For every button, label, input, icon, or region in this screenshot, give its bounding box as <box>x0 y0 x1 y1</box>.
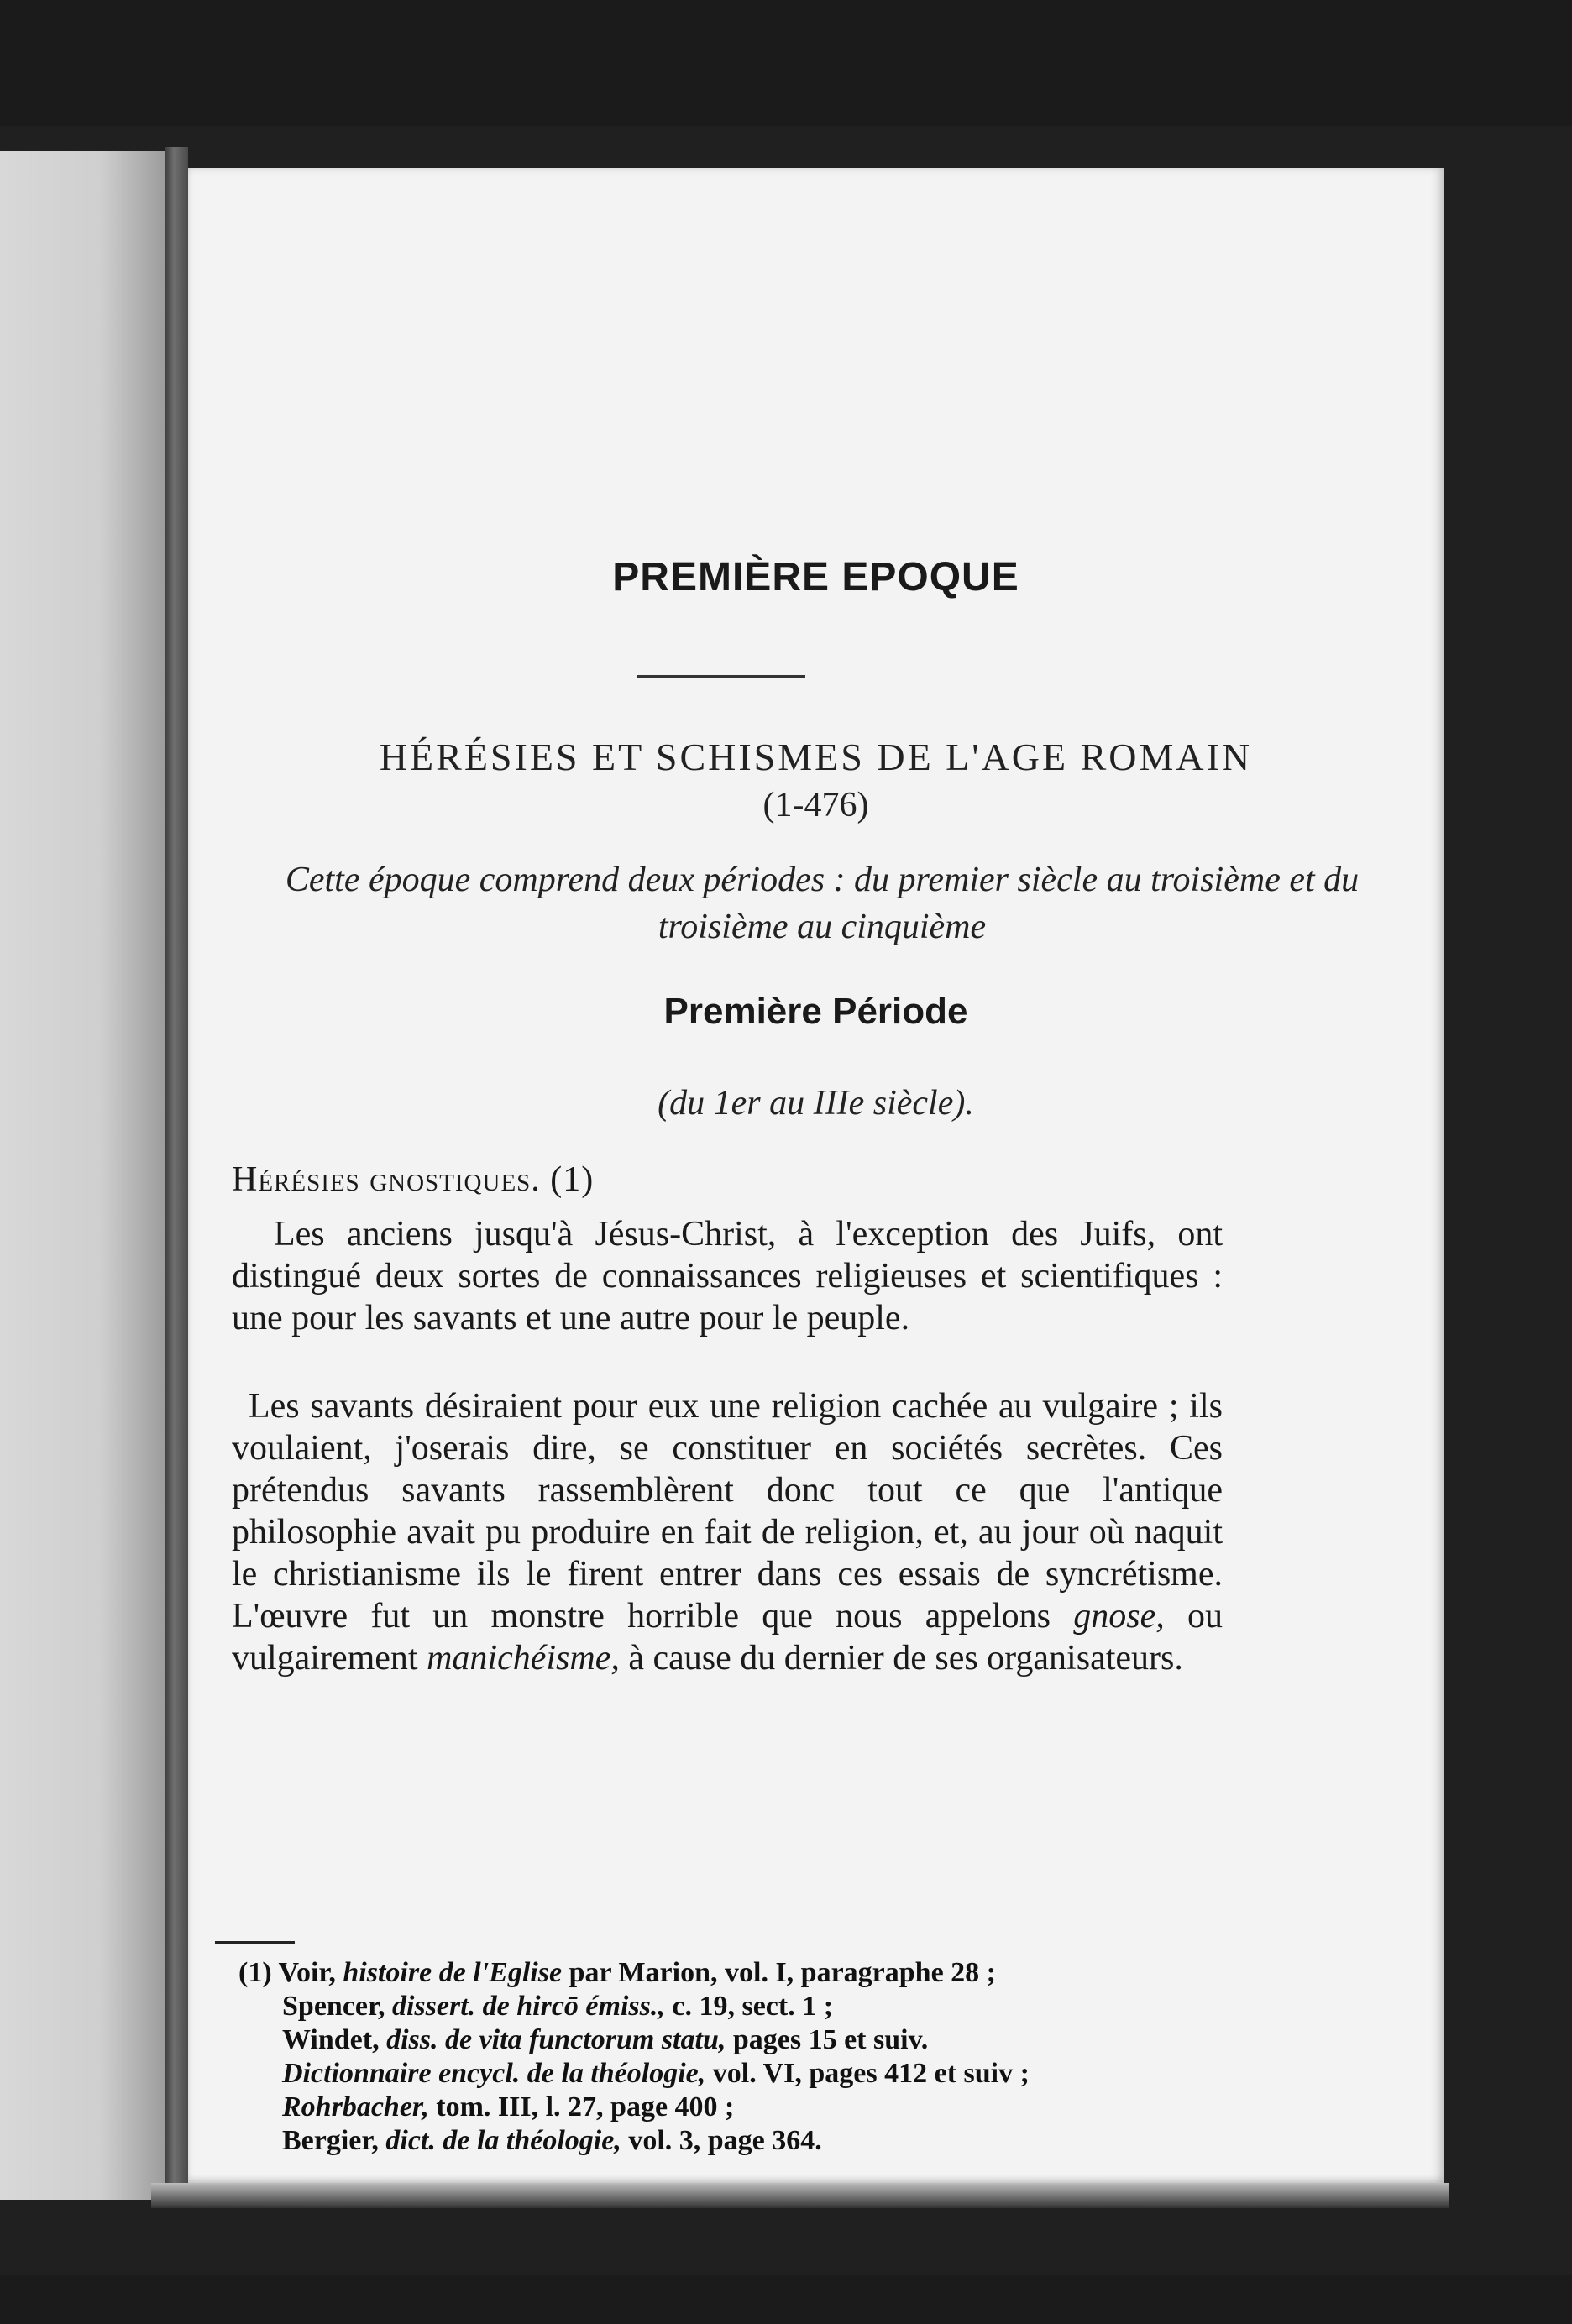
page-bottom-shadow <box>151 2183 1449 2208</box>
footnote-text: tom. III, l. 27, page 400 ; <box>428 2091 735 2122</box>
footnote-line <box>238 1990 1238 2023</box>
footnote-text: vol. VI, pages 412 et suiv ; <box>705 2058 1030 2089</box>
paragraph-2-term-gnose: gnose, <box>1073 1597 1165 1636</box>
book-page <box>188 168 1444 2183</box>
section-title: HÉRÉSIES ET SCHISMES DE L'AGE ROMAIN <box>379 735 1253 778</box>
footnote-citation: dissert. de hircō émiss., <box>391 1991 665 2022</box>
paragraph-2-text-a: Les savants désiraient pour eux une religion cachée au vulgaire ; ils voulaient, j'oserais dire, se constituer en sociétés secrètes. Ces prétendus savants rassemblèrent donc tout ce que l'antique philosophie avait pu produire en fait de religion, et, au jour où naquit le christianisme ils le firent entrer dans ces essais de syncrétisme. L'œuvre fut un monstre horrible que nous appelons <box>232 1387 1223 1636</box>
paragraph-2-term-manicheisme: manichéisme, <box>427 1639 620 1678</box>
footnote <box>238 1956 1238 2158</box>
footnote-text: Spencer, <box>282 1991 392 2022</box>
footnote-text: par Marion, vol. I, paragraphe 28 ; <box>562 1957 997 1988</box>
footnote-line <box>238 2091 1238 2124</box>
paragraph-2-text-c: à cause du dernier de ses organisateurs. <box>628 1639 1183 1678</box>
footnote-line <box>238 1956 1238 1990</box>
footnote-citation: Dictionnaire encycl. de la théologie, <box>282 2058 706 2089</box>
paragraph-2 <box>232 1385 1223 1679</box>
footnote-citation: histoire de l'Eglise <box>343 1957 563 1988</box>
period-dates: (du 1er au IIIe siècle). <box>658 1084 974 1123</box>
heresies-heading-note: (1) <box>550 1160 595 1199</box>
epoch-description: Cette époque comprend deux périodes : du premier siècle au troisième et du troisième au cinquième <box>285 861 1360 946</box>
period-title: Première Période <box>663 991 968 1032</box>
footnote-line <box>238 2124 1238 2158</box>
book-spine <box>165 147 188 2204</box>
paragraph-1: Les anciens jusqu'à Jésus-Christ, à l'exception des Juifs, ont distingué deux sortes de connaissances religieuses et scientifiques : une pour les savants et une autre pour le peuple. <box>232 1215 1223 1337</box>
heresies-heading <box>232 1159 1223 1201</box>
footnote-text: vol. 3, page 364. <box>621 2125 822 2156</box>
heresies-heading-label: Hérésies gnostiques. <box>232 1160 541 1199</box>
footnote-text: c. 19, sect. 1 ; <box>664 1991 834 2022</box>
footnote-citation: Rohrbacher, <box>282 2091 429 2122</box>
footnote-citation: dict. de la théologie, <box>385 2125 621 2156</box>
footnote-line <box>238 2023 1238 2057</box>
footnote-text: (1) Voir, <box>238 1957 343 1988</box>
epoque-title: PREMIÈRE EPOQUE <box>612 555 1019 599</box>
footnote-separator <box>215 1941 295 1944</box>
section-dates: (1-476) <box>762 786 869 824</box>
footnote-line <box>238 2057 1238 2091</box>
footnote-text: pages 15 et suiv. <box>726 2024 929 2055</box>
paragraph-2-text-b: ou vulgairement <box>232 1597 1223 1678</box>
footnote-text: Bergier, <box>282 2125 386 2156</box>
footnote-text: Windet, <box>282 2024 387 2055</box>
footnote-citation: diss. de vita functorum statu, <box>386 2024 726 2055</box>
facing-page-edge <box>0 151 168 2200</box>
title-divider <box>637 675 805 678</box>
